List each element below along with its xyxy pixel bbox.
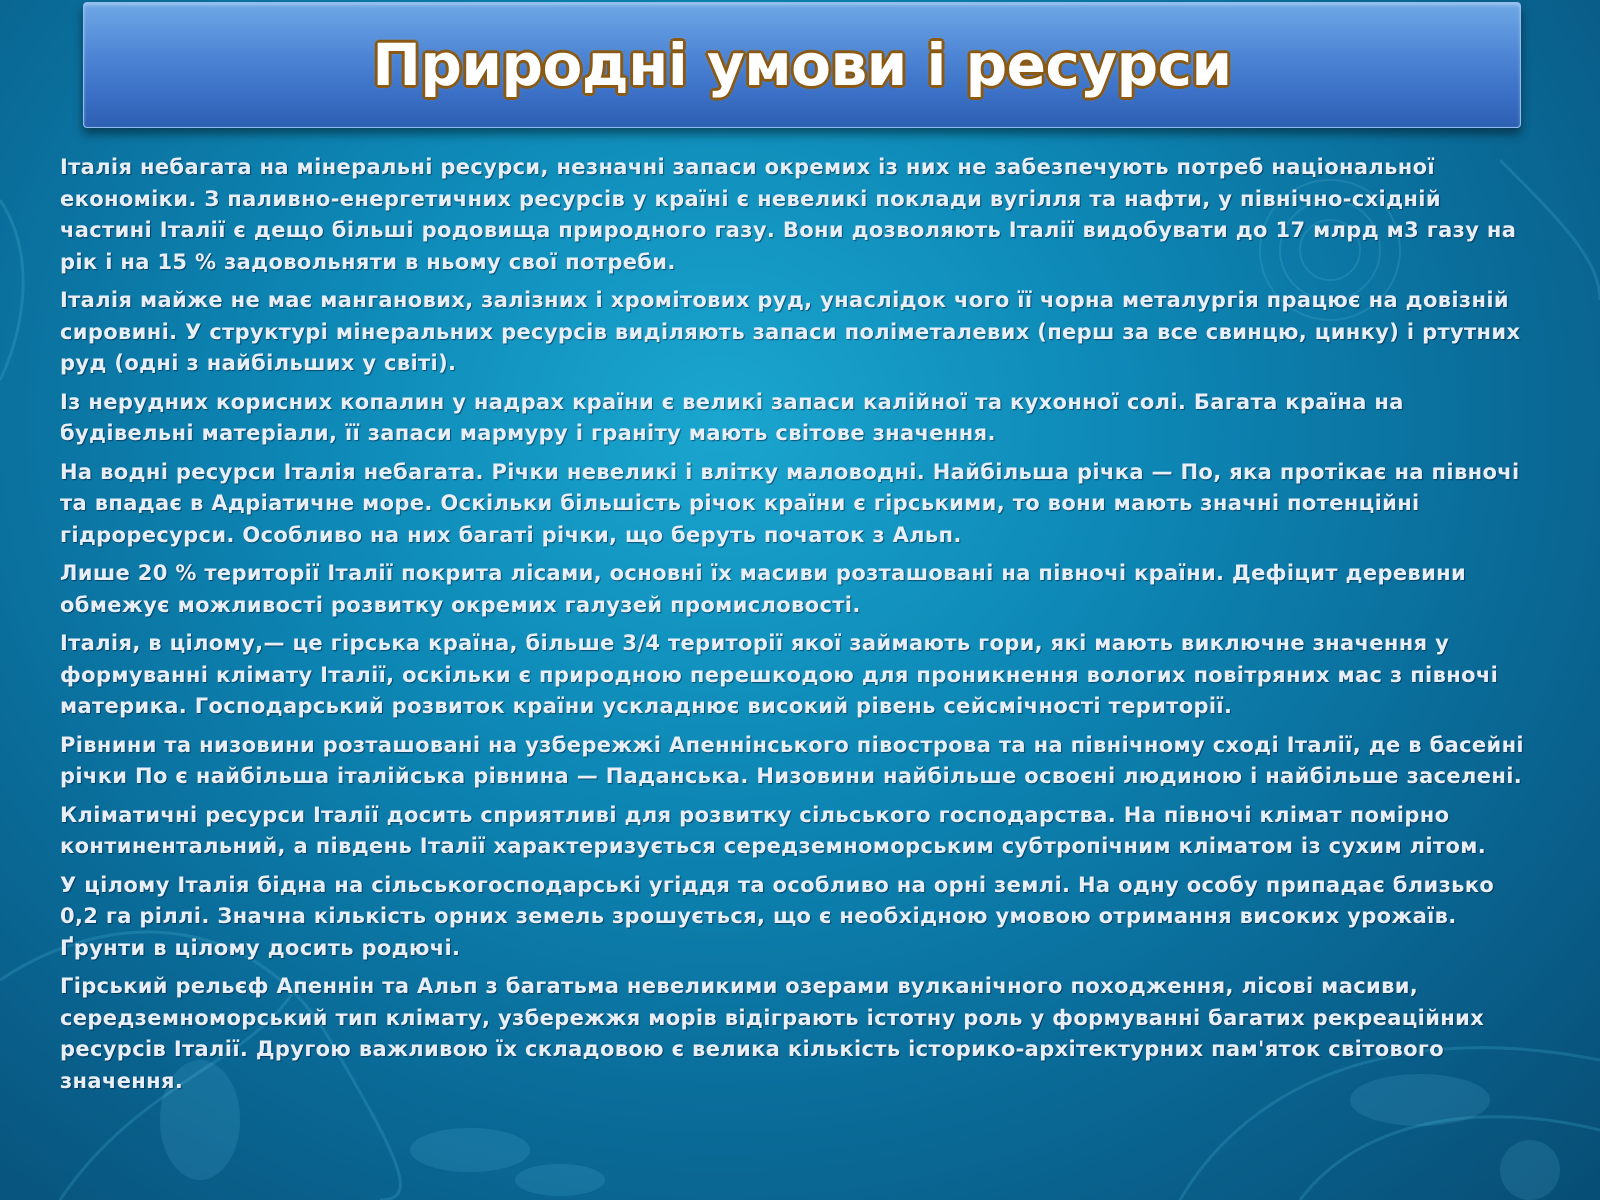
- title-banner: [83, 2, 1521, 128]
- paragraph-ores: Італія майже не має манганових, залізних і хромітових руд, унаслідок чого її чорна металургія працює на довізній сировині. У структурі мінеральних ресурсів виділяють запаси поліметалевих (перш за все свинцю, цинку) і ртутних руд (одні з найбільших у світі).: [60, 288, 1521, 375]
- paragraph-climate: Кліматичні ресурси Італії досить сприятливі для розвитку сільського господарства. На півночі клімат помірно континентальний, а південь Італії характеризується середземноморським субтропічним кліматом із сухим літом.: [60, 802, 1487, 858]
- paragraph-nonmetallic-minerals: Із нерудних корисних копалин у надрах країни є великі запаси калійної та кухонної солі. Багата країна на будівельні матеріали, її запаси мармуру і граніту мають світове значення.: [60, 389, 1404, 445]
- paragraph-water-resources: На водні ресурси Італія небагата. Річки невеликі і влітку маловодні. Найбільша річка — По, яка протікає на півночі та впадає в Адріатичне море. Оскільки більшість річок країни є гірськими, то вони мають значні потенційні гідроресурси. Особливо на них багаті річки, що беруть початок з Альп.: [60, 459, 1520, 547]
- paragraph-mountains: Італія, в цілому,— це гірська країна, більше 3/4 території якої займають гори, які мають виключне значення у формуванні клімату Італії, оскільки є природною перешкодою для проникнення вологих повітряних мас з півночі материка. Господарський розвиток країни ускладнює високий рівень сейсмічності території.: [60, 631, 1499, 718]
- slide-body: [60, 152, 1540, 1104]
- slide-title: Природні умови і ресурси: [372, 31, 1232, 99]
- paragraph-forests: Лише 20 % території Італії покрита лісами, основні їх масиви розташовані на півночі країни. Дефіцит деревини обмежує можливості розвитку окремих галузей промисловості.: [60, 561, 1467, 617]
- paragraph-recreation: Гірський рельєф Апеннін та Альп з багатьма невеликими озерами вулканічного походження, лісові масиви, середземноморський тип клімату, узбережжя морів відіграють істотну роль у формуванні багатих рекреаційних ресурсів Італії. Другою важливою їх складовою є велика кількість історико-архітектурних пам'яток світового значення.: [60, 974, 1485, 1093]
- paragraph-agriculture: У цілому Італія бідна на сільськогосподарські угіддя та особливо на орні землі. На одну особу припадає близько 0,2 га ріллі. Значна кількість орних земель зрошується, що є необхідною умовою отримання високих урожаїв. Ґрунти в цілому досить родючі.: [60, 872, 1495, 960]
- paragraph-plains: Рівнини та низовини розташовані на узбережжі Апеннінського півострова та на північному сході Італії, де в басейні річки По є найбільша італійська рівнина — Паданська. Низовини найбільше освоєні людиною і найбільше заселені.: [60, 732, 1524, 788]
- paragraph-mineral-resources: Італія небагата на мінеральні ресурси, незначні запаси окремих із них не забезпечують потреб національної економіки. З паливно-енергетичних ресурсів у країні є невеликі поклади вугілля та нафти, у північно-східній частині Італії є дещо більші родовища природного газу. Вони дозволяють Італії видобувати до 17 млрд м3 газу на рік і на 15 % задовольняти в ньому свої потреби.: [60, 155, 1517, 274]
